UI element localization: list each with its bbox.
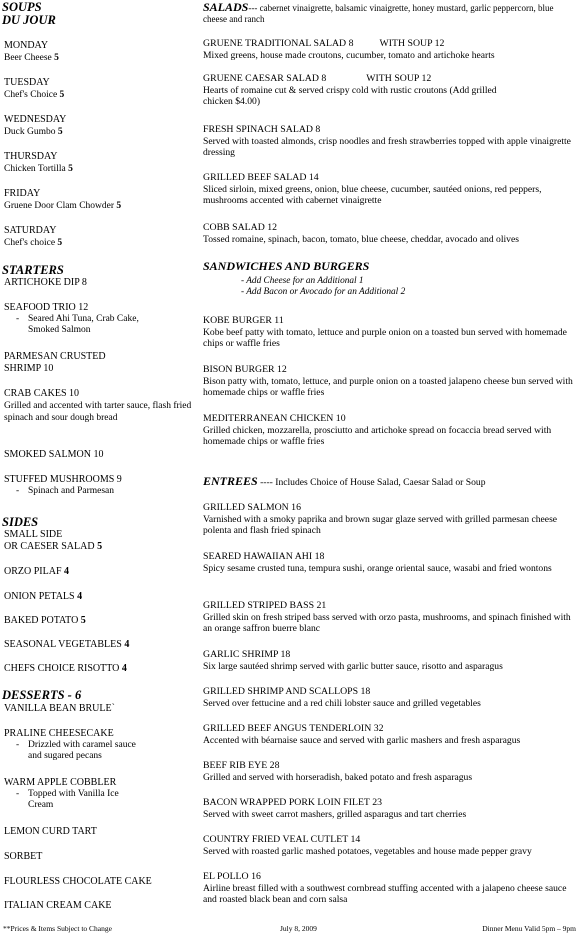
sandwiches-heading: SANDWICHES AND BURGERS: [203, 259, 370, 273]
soup-thursday: THURSDAY Chicken Tortilla 5: [4, 151, 73, 174]
side-chefs-choice-risotto: CHEFS CHOICE RISOTTO 4: [4, 663, 127, 674]
starter-seafood-trio: SEAFOOD TRIO 12 - Seared Ahi Tuna, Crab Cake, Smoked Salmon: [4, 302, 139, 335]
entree-striped-bass: GRILLED STRIPED BASS 21 Grilled skin on fresh striped bass served with orzo pasta, mushrooms, and spinach finished with an orange saffron buerre blanc: [203, 600, 571, 635]
starter-parmesan-shrimp: PARMESAN CRUSTED SHRIMP 10: [4, 351, 106, 374]
entree-el-pollo: EL POLLO 16 Airline breast filled with a southwest cornbread stuffing accented with a jalapeno cheese sauce and roasted black bean and corn salsa: [203, 871, 567, 906]
soup-wednesday: WEDNESDAY Duck Gumbo 5: [4, 114, 67, 137]
dessert-italian-cream-cake: ITALIAN CREAM CAKE: [4, 900, 112, 911]
dessert-apple-cobbler: WARM APPLE COBBLER - Topped with Vanilla Ice Cream: [4, 777, 119, 810]
salad-gruene-traditional: GRUENE TRADITIONAL SALAD 8 WITH SOUP 12 Mixed greens, house made croutons, cucumber, tomato and artichoke hearts: [203, 38, 495, 61]
footer-date: July 8, 2009: [280, 924, 317, 933]
sandwich-kobe-burger: KOBE BURGER 11 Kobe beef patty with tomato, lettuce and purple onion on a toasted bun served with homemade chips or waffle fries: [203, 315, 567, 350]
salad-cobb: COBB SALAD 12 Tossed romaine, spinach, bacon, tomato, blue cheese, cheddar, avocado and olives: [203, 222, 519, 245]
salad-gruene-caesar: GRUENE CAESAR SALAD 8 WITH SOUP 12 Hearts of romaine cut & served crispy cold with rustic croutons (Add grilled chicken $4.00): [203, 73, 497, 108]
starter-stuffed-mushrooms: STUFFED MUSHROOMS 9 - Spinach and Parmesan: [4, 474, 122, 496]
footer-valid-hours: Dinner Menu Valid 5pm – 9pm: [482, 924, 576, 933]
entree-rib-eye: BEEF RIB EYE 28 Grilled and served with horseradish, baked potato and fresh asparagus: [203, 760, 473, 783]
entree-seared-ahi: SEARED HAWAIIAN AHI 18 Spicy sesame crusted tuna, tempura sushi, orange oriental sauce, wasabi and fried wontons: [203, 551, 552, 574]
dessert-lemon-curd-tart: LEMON CURD TART: [4, 826, 97, 837]
soup-monday: MONDAY Beer Cheese 5: [4, 40, 59, 63]
dessert-vanilla-brule: VANILLA BEAN BRULE`: [4, 703, 115, 714]
side-seasonal-vegetables: SEASONAL VEGETABLES 4: [4, 639, 130, 650]
salad-fresh-spinach: FRESH SPINACH SALAD 8 Served with toasted almonds, crisp noodles and fresh strawberries topped with apple vinaigrette dressing: [203, 124, 571, 159]
footer-prices-note: **Prices & Items Subject to Change: [3, 924, 112, 933]
side-baked-potato: BAKED POTATO 5: [4, 615, 86, 626]
entree-beef-tenderloin: GRILLED BEEF ANGUS TENDERLOIN 32 Accented with béarnaise sauce and served with garlic mashers and fresh asparagus: [203, 723, 521, 746]
entree-veal-cutlet: COUNTRY FRIED VEAL CUTLET 14 Served with roasted garlic mashed potatoes, vegetables and house made pepper gravy: [203, 834, 532, 857]
sandwich-addons: - Add Cheese for an Additional 1 - Add Bacon or Avocado for an Additional 2: [241, 276, 406, 297]
starter-smoked-salmon: SMOKED SALMON 10: [4, 449, 104, 460]
dessert-flourless-chocolate-cake: FLOURLESS CHOCOLATE CAKE: [4, 876, 152, 887]
salads-header: SALADS--- cabernet vinaigrette, balsamic vinaigrette, honey mustard, garlic peppercorn, blue cheese and ranch: [203, 0, 554, 25]
desserts-heading: DESSERTS - 6: [2, 688, 82, 702]
sandwich-bison-burger: BISON BURGER 12 Bison patty with, tomato, lettuce, and purple onion on a toasted jalapeno cheese bun served with homemade chips or waffle fries: [203, 364, 573, 399]
salad-grilled-beef: GRILLED BEEF SALAD 14 Sliced sirloin, mixed greens, onion, blue cheese, cucumber, sautéed onions, red peppers, mushrooms accented with cabernet vinaigrette: [203, 172, 542, 207]
entree-grilled-salmon: GRILLED SALMON 16 Varnished with a smoky paprika and brown sugar glaze served with grilled parmesan cheese polenta and flash fried spinach: [203, 502, 558, 537]
side-small-side: SMALL SIDE OR CAESER SALAD 5: [4, 529, 103, 552]
soup-saturday: SATURDAY Chef's choice 5: [4, 225, 63, 248]
side-orzo-pilaf: ORZO PILAF 4: [4, 566, 70, 577]
starters-heading: STARTERS: [2, 263, 64, 277]
entree-garlic-shrimp: GARLIC SHRIMP 18 Six large sautéed shrimp served with garlic butter sauce, risotto and asparagus: [203, 649, 503, 672]
entree-shrimp-scallops: GRILLED SHRIMP AND SCALLOPS 18 Served over fettucine and a red chili lobster sauce and grilled vegetables: [203, 686, 481, 709]
entree-pork-loin: BACON WRAPPED PORK LOIN FILET 23 Served with sweet carrot mashers, grilled asparagus and tart cherries: [203, 797, 467, 820]
sides-heading: SIDES: [2, 515, 39, 529]
dessert-sorbet: SORBET: [4, 851, 43, 862]
soups-heading: SOUPS DU JOUR: [2, 0, 56, 27]
side-onion-petals: ONION PETALS 4: [4, 591, 83, 602]
soup-tuesday: TUESDAY Chef's Choice 5: [4, 77, 65, 100]
sandwich-mediterranean-chicken: MEDITERRANEAN CHICKEN 10 Grilled chicken, mozzarella, prosciutto and artichoke spread on focaccia bread served with homemade chips or waffle fries: [203, 413, 552, 448]
starter-crab-cakes: CRAB CAKES 10 Grilled and accented with tarter sauce, flash fried spinach and sour dough bread: [4, 388, 192, 423]
entrees-heading: ENTREES ---- Includes Choice of House Salad, Caesar Salad or Soup: [203, 474, 486, 488]
soup-friday: FRIDAY Gruene Door Clam Chowder 5: [4, 188, 122, 211]
dessert-praline-cheesecake: PRALINE CHEESECAKE - Drizzled with caramel sauce and sugared pecans: [4, 728, 136, 761]
starter-artichoke-dip: ARTICHOKE DIP 8: [4, 277, 87, 288]
